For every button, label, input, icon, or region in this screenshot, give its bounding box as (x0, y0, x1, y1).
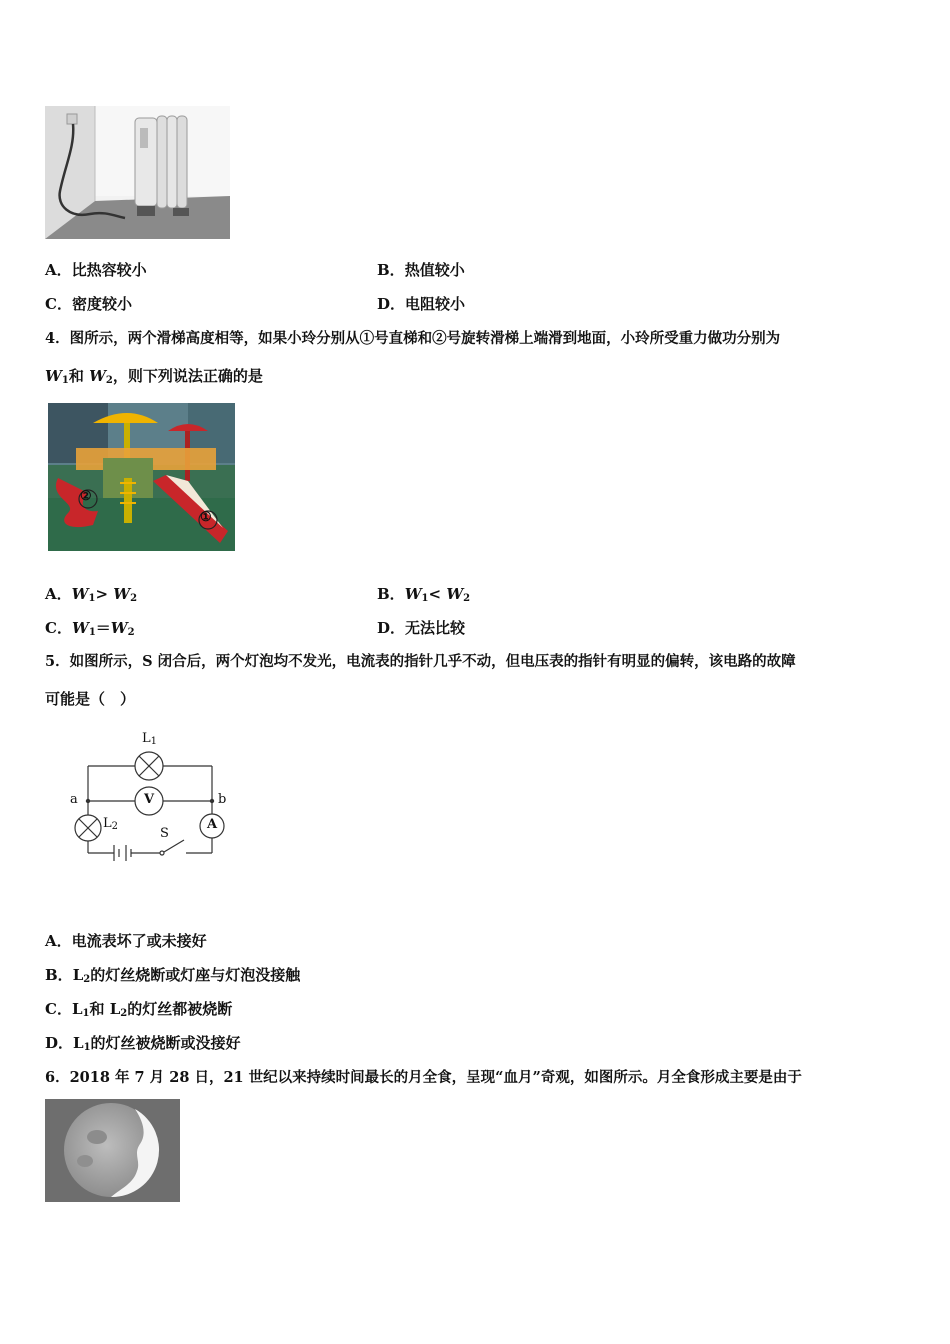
q4-option-a[interactable]: A．$W_1> W_2$ (45, 585, 138, 604)
q5-option-c[interactable]: C．$L_1$和 $L_2$的灯丝都被烧断 (45, 1000, 233, 1019)
q5-option-a[interactable]: A．电流表坏了或未接好 (45, 932, 207, 950)
q5-option-d[interactable]: D．$L_1$的灯丝被烧断或没接好 (45, 1034, 241, 1053)
q3-option-b[interactable] (377, 260, 465, 280)
q4-stem-line1: 4．图所示，两个滑梯高度相等，如果小玲分别从①号直梯和②号旋转滑梯上端滑到地面，小玲所受重力做功分别为 (45, 330, 781, 347)
q3-option-d[interactable] (377, 294, 465, 314)
q4-option-b[interactable]: B．$W_1< W_2$ (377, 585, 471, 604)
q5-option-b[interactable]: B．$L_2$的灯丝烧断或灯座与灯泡没接触 (45, 966, 301, 985)
circuit-diagram (60, 728, 240, 868)
q4-stem-line2: $W_1$和 $W_2$，则下列说法正确的是 (45, 367, 263, 386)
q4-option-c[interactable]: C．$W_1=W_2$ (45, 619, 135, 638)
lamp-l1-label: $L_1$ (142, 731, 158, 747)
q3-option-c[interactable] (45, 294, 132, 314)
playground-slides-photo (48, 403, 235, 551)
option-text: 比热容较小 (71, 261, 147, 279)
q5-stem-line2: 可能是（ ） (45, 690, 136, 708)
voltmeter-label: V (144, 792, 155, 807)
option-key: D． (377, 295, 406, 313)
option-text: 热值较小 (404, 261, 465, 279)
q6-stem-line1: 6．2018 年 7 月 28 日，21 世纪以来持续时间最长的月全食，呈现“血月”奇观，如图所示。月全食形成主要是由于 (45, 1069, 802, 1086)
ammeter-label: A (207, 817, 218, 832)
node-b-label: b (218, 792, 227, 807)
heater-photo (45, 106, 230, 239)
blood-moon-photo (45, 1099, 180, 1202)
option-key: A． (45, 261, 72, 279)
lamp-l2-label: $L_2$ (103, 816, 119, 832)
node-a-label: a (70, 792, 78, 807)
option-text: 密度较小 (71, 295, 132, 313)
slide-2-label: ② (80, 489, 92, 504)
q3-option-a[interactable] (45, 260, 147, 280)
switch-s-label: S (160, 826, 169, 841)
q4-option-d[interactable]: D．无法比较 (377, 619, 466, 637)
option-key: C． (45, 295, 72, 313)
slide-1-label: ① (200, 510, 212, 525)
option-key: B． (377, 261, 405, 279)
option-text: 电阻较小 (405, 295, 466, 313)
q5-stem-line1: 5．如图所示，S 闭合后，两个灯泡均不发光，电流表的指针几乎不动，但电压表的指针有明显的偏转，该电路的故障 (45, 653, 796, 670)
